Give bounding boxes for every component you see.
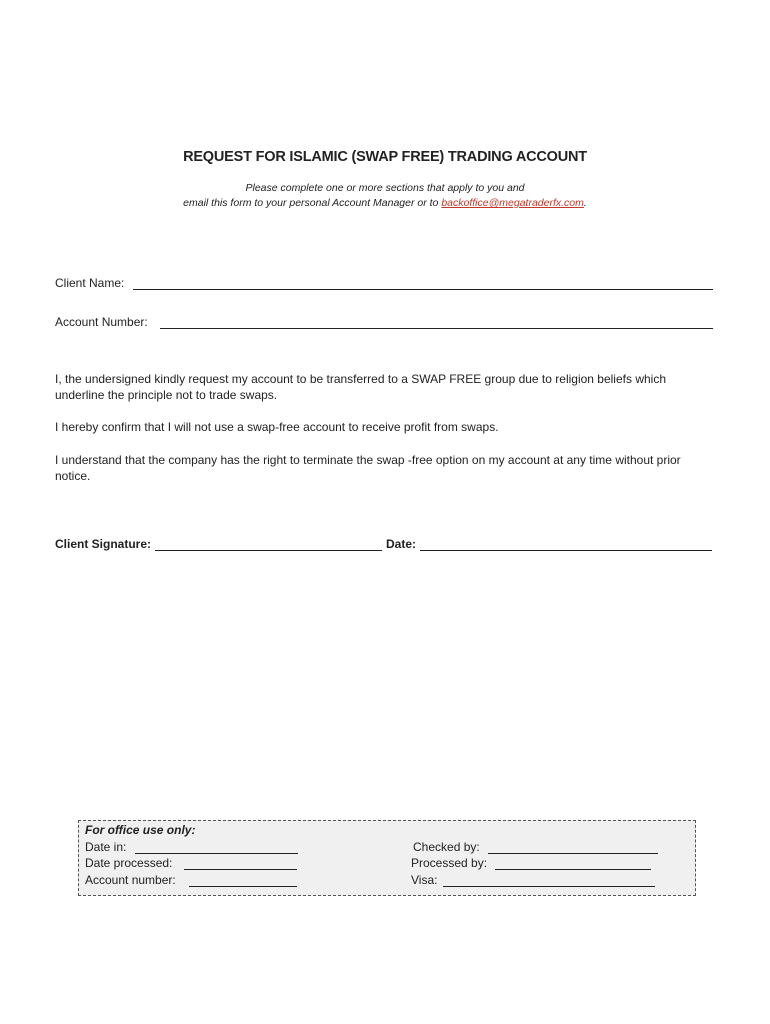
client-name-label: Client Name: — [55, 276, 125, 290]
client-name-field[interactable] — [133, 289, 713, 290]
confirm-statement: I hereby confirm that I will not use a swap-free account to receive profit from swaps. — [55, 420, 499, 434]
instructions-suffix: . — [583, 197, 587, 209]
account-number-label: Account Number: — [55, 315, 148, 329]
processed-by-field[interactable] — [495, 869, 651, 870]
client-signature-field[interactable] — [155, 550, 382, 551]
processed-by-label: Processed by: — [411, 856, 488, 870]
office-use-box — [78, 820, 696, 896]
instructions-prefix: email this form to your personal Account Manager or to — [183, 197, 442, 209]
date-processed-field[interactable] — [184, 869, 297, 870]
visa-field[interactable] — [443, 886, 655, 887]
date-in-field[interactable] — [135, 853, 298, 854]
date-in-label: Date in: — [85, 840, 127, 854]
visa-label: Visa: — [411, 873, 438, 887]
instructions-line-1: Please complete one or more sections that apply to you and — [245, 182, 525, 194]
account-number-field[interactable] — [160, 328, 713, 329]
signature-date-field[interactable] — [420, 550, 712, 551]
email-link[interactable]: backoffice@megatraderfx.com — [441, 197, 584, 209]
date-processed-label: Date processed: — [85, 856, 173, 870]
checked-by-label: Checked by: — [413, 840, 480, 854]
office-account-number-field[interactable] — [189, 886, 297, 887]
checked-by-field[interactable] — [488, 853, 658, 854]
form-title: REQUEST FOR ISLAMIC (SWAP FREE) TRADING ACCOUNT — [183, 149, 587, 165]
office-use-heading: For office use only: — [85, 823, 196, 837]
client-signature-label: Client Signature: — [55, 537, 152, 551]
understand-statement: I understand that the company has the right to terminate the swap -free option on my account at any time without prior notice. — [55, 453, 681, 483]
instructions-line-2 — [0, 197, 770, 209]
request-statement: I, the undersigned kindly request my account to be transferred to a SWAP FREE group due to religion beliefs which underline the principle not to trade swaps. — [55, 372, 666, 402]
office-account-number-label: Account number: — [85, 873, 176, 887]
signature-date-label: Date: — [386, 537, 417, 551]
